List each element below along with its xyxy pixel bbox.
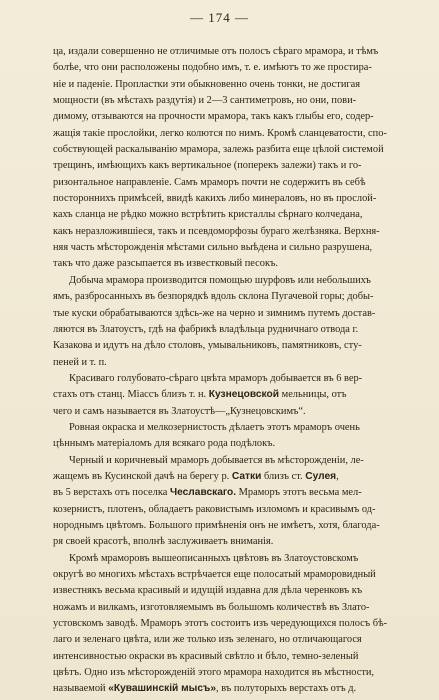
text-line <box>53 158 401 174</box>
text-run: , въ полуторыхъ верстахъ отъ д. <box>216 683 357 695</box>
text-run: кахъ сланца не рѣдко можно встрѣтить кристаллы сѣрнаго колчедана, <box>53 209 363 221</box>
text-line <box>53 387 401 403</box>
text-line <box>53 583 401 599</box>
place-name: Кузнецовской <box>208 389 280 401</box>
text-run: цѣннымъ матеріаломъ для всякаго рода подѣлокъ. <box>53 438 276 450</box>
page-body-text <box>53 44 401 698</box>
text-line <box>53 142 401 158</box>
text-run: мельницы, отъ <box>279 389 347 401</box>
text-line <box>53 681 401 697</box>
text-run: нороднымъ цвѣтомъ. Большого примѣненія онъ не имѣетъ, хотя, благода- <box>53 519 380 531</box>
text-line <box>53 469 401 485</box>
text-run: Кромѣ мраморовъ вышеописанныхъ цвѣтовъ въ Златоустовскомъ <box>69 552 359 564</box>
paragraph <box>53 420 401 453</box>
text-run: постороннихъ примѣсей, ввидѣ какихъ либо минераловъ, но въ прослой- <box>53 193 377 205</box>
text-line <box>53 77 401 93</box>
paragraph <box>53 371 401 420</box>
text-line <box>53 44 401 60</box>
text-run: въ 5 верстахъ отъ поселка <box>53 487 170 499</box>
place-name: «Кувашинскій мысъ» <box>108 683 216 695</box>
place-name: Сатки <box>231 470 262 482</box>
text-run: какъ неразложившіеся, такъ и псевдоморфозы бураго желѣзняка. Верхня- <box>53 225 380 237</box>
text-run: пеней и т. п. <box>53 356 107 368</box>
text-run: трещинъ, имѣющихъ какъ вертикальное (поперекъ залежи) такъ и го- <box>53 160 362 172</box>
text-line <box>53 502 401 518</box>
text-line <box>53 485 401 501</box>
text-run: лаго и зеленаго цвѣта, или же только изъ зеленаго, но отличающагося <box>53 634 362 646</box>
text-run: Казакова и идутъ на дѣло столовъ, умывальниковъ, памятниковъ, сту- <box>53 340 362 352</box>
text-line <box>53 322 401 338</box>
text-line <box>53 518 401 534</box>
place-name: Чеславскаго. <box>169 487 237 499</box>
text-line <box>53 60 401 76</box>
text-line <box>53 256 401 272</box>
text-line <box>53 404 401 420</box>
text-line <box>53 109 401 125</box>
text-run: устовскомъ заводѣ. Мраморъ этотъ состоитъ изъ чередующихся полосъ бѣ- <box>53 618 388 630</box>
text-line <box>53 567 401 583</box>
text-line <box>53 273 401 289</box>
text-line <box>53 240 401 256</box>
paragraph <box>53 44 401 273</box>
text-line <box>53 289 401 305</box>
text-run: ножамъ и вилкамъ, изготовляемымъ въ большомъ количествѣ въ Злато- <box>53 601 370 613</box>
text-run: козернистъ, плотенъ, обладаетъ раковистымъ изломомъ и красивымъ од- <box>53 503 376 515</box>
text-run: ца, издали совершенно не отличимые отъ полосъ сѣраго мрамора, и тѣмъ <box>53 46 379 57</box>
text-line <box>53 175 401 191</box>
text-run: болѣе, что они расположены подобно имъ, т. е. имѣютъ то же простира- <box>53 62 372 74</box>
text-line <box>53 436 401 452</box>
text-run: тые куски обрабатываются здѣсь-же на черно и зимнимъ путемъ достав- <box>53 307 376 319</box>
text-line <box>53 126 401 142</box>
paragraph <box>53 273 401 371</box>
text-run: димому, отзываются на прочности мрамора, такъ какъ глыбы его, содер- <box>53 111 374 123</box>
text-line <box>53 93 401 109</box>
text-run: называемой <box>53 683 109 695</box>
text-run: близъ ст. <box>261 470 306 482</box>
text-run: такъ что даже разсыпается въ известковый песокъ. <box>53 258 278 270</box>
text-line <box>53 420 401 436</box>
text-run: жащемъ въ Кусинской дачѣ на берегу р. <box>53 470 232 482</box>
place-name: Сулея <box>305 470 337 482</box>
page-number: — 174 — <box>190 10 249 25</box>
text-run: Мраморъ этотъ весьма мел- <box>236 487 362 499</box>
text-line <box>53 207 401 223</box>
paragraph <box>53 453 401 551</box>
text-line <box>53 665 401 681</box>
text-run: известнякъ весьма красивый и идущій издавна для дѣла черенковъ къ <box>53 585 363 597</box>
text-run: мощности (въ мѣстахъ раздутія) и 2—3 сантиметровъ, но они, пови- <box>53 95 357 107</box>
text-run: ямъ, разбросанныхъ въ безпорядкѣ вдоль склона Пугачевой горы; добы- <box>53 291 374 303</box>
text-run: интенсивностью окраски въ красивый свѣтло и бѣло, темно-зеленый <box>53 650 359 662</box>
text-line <box>53 306 401 322</box>
text-line <box>53 191 401 207</box>
text-run: ляются въ Златоустъ, гдѣ на фабрикѣ владѣльца рудничнаго отвода г. <box>53 323 359 335</box>
text-run: цвѣтъ. Одно изъ мѣсторожденій этого мрамора находится въ мѣстности, <box>53 667 375 679</box>
text-run: жащія такіе прослойки, легко колются по нимъ. Кромѣ сланцеватости, спо- <box>53 127 387 139</box>
text-run: ризонтальное направленіе. Самъ мраморъ почти не содержитъ въ себѣ <box>53 176 366 188</box>
text-line <box>53 338 401 354</box>
text-line <box>53 649 401 665</box>
text-line <box>53 632 401 648</box>
text-line <box>53 600 401 616</box>
text-run: няя часть мѣсторожденія мѣстами сильно выѣдена и сильно разрушена, <box>53 242 373 254</box>
text-run: Ровная окраска и мелкозернистость дѣлаетъ этотъ мраморъ очень <box>69 421 360 433</box>
text-line <box>53 355 401 371</box>
text-run: стахъ отъ станц. Міассъ близъ т. н. <box>53 389 209 401</box>
text-line <box>53 534 401 550</box>
text-run: ніе и паденіе. Пропластки эти обыкновенно очень тонки, не достигая <box>53 78 361 90</box>
text-run: ря своей красотѣ, вполнѣ заслуживаетъ вниманія. <box>53 536 274 548</box>
text-run: Добыча мрамора производится помощью шурфовъ или небольшихъ <box>69 274 371 286</box>
text-run: , <box>336 470 339 482</box>
text-line <box>53 453 401 469</box>
text-run: чего и самъ называется въ Златоустѣ—„Кузнецовскимъ“. <box>53 405 306 417</box>
text-run: Черный и коричневый мраморъ добывается въ мѣсторожденіи, ле- <box>69 454 364 466</box>
text-line <box>53 224 401 240</box>
text-run: Красиваго голубовато-сѣраго цвѣта мраморъ добывается въ 6 вер- <box>69 372 363 384</box>
text-line <box>53 551 401 567</box>
text-run: округѣ во многихъ мѣстахъ встрѣчается еще полосатый мраморовидный <box>53 569 376 580</box>
text-line <box>53 371 401 387</box>
paragraph <box>53 551 401 698</box>
text-line <box>53 616 401 632</box>
text-run: собствующей раскалыванію мрамора, залежь разбита еще цѣлой системой <box>53 144 384 156</box>
